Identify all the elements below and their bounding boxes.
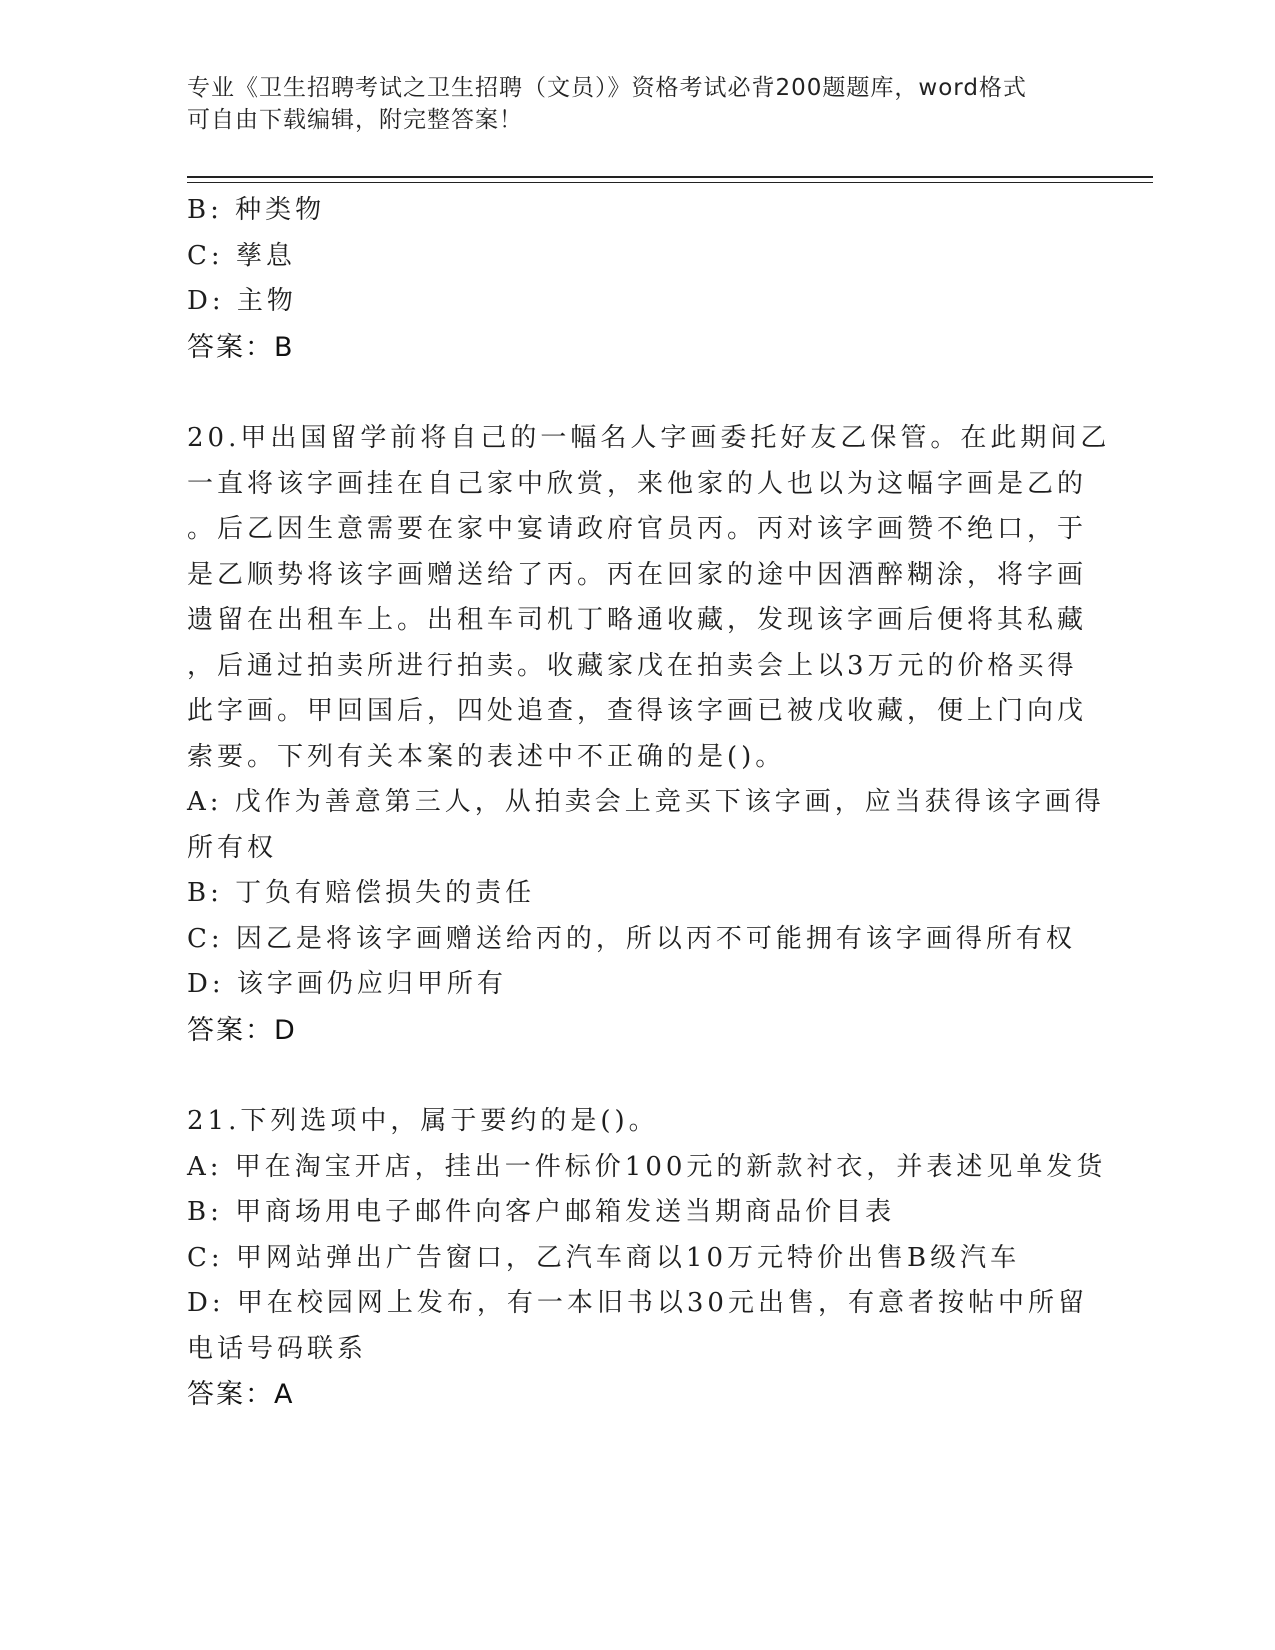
option-d: D: 主物: [187, 286, 297, 316]
option-b: B: 丁负有赔偿损失的责任: [187, 878, 536, 908]
question-20: [187, 416, 1111, 1053]
answer-line: 答案：A: [187, 1379, 295, 1410]
option-c: C: 孳息: [187, 240, 296, 271]
option-d: D: 该字画仍应归甲所有: [187, 969, 507, 999]
option-c: C: 因乙是将该字画赠送给丙的，所以丙不可能拥有该字画得所有权: [187, 923, 1076, 954]
option-b: B: 甲商场用电子邮件向客户邮箱发送当期商品价目表: [187, 1197, 896, 1227]
question-21: [187, 1099, 1107, 1418]
header-divider-thick: [187, 176, 1153, 178]
question-stem-line: 索要。下列有关本案的表述中不正确的是()。: [187, 741, 786, 772]
option-b: B: 种类物: [187, 195, 326, 225]
question-stem-line: 此字画。甲回国后，四处追查，查得该字画已被戊收藏，便上门向戊: [187, 696, 1088, 726]
option-a-continued: 所有权: [187, 832, 278, 863]
header-line-2: 可自由下载编辑，附完整答案！: [187, 107, 523, 133]
header-line-1: 专业《卫生招聘考试之卫生招聘（文员）》资格考试必背200题题库，word格式: [187, 75, 1027, 101]
spacer: [187, 1053, 1077, 1099]
question-stem-line: 是乙顺势将该字画赠送给了丙。丙在回家的途中因酒醉糊涂，将字画: [187, 559, 1088, 590]
question-stem-line: ，后通过拍卖所进行拍卖。收藏家戊在拍卖会上以3万元的价格买得: [187, 650, 1078, 681]
answer-line: 答案：D: [187, 1014, 297, 1046]
question-stem-line: 一直将该字画挂在自己家中欣赏，来他家的人也以为这幅字画是乙的: [187, 468, 1088, 499]
option-a: A: 甲在淘宝开店，挂出一件标价100元的新款衬衣，并表述见单发货: [187, 1151, 1107, 1182]
option-c: C: 甲网站弹出广告窗口，乙汽车商以10万元特价出售B级汽车: [187, 1242, 1021, 1273]
question-stem-line: 21.下列选项中，属于要约的是()。: [187, 1106, 659, 1136]
question-stem-line: 20.甲出国留学前将自己的一幅名人字画委托好友乙保管。在此期间乙: [187, 423, 1111, 453]
option-d-continued: 电话号码联系: [187, 1333, 368, 1364]
question-19-tail: [187, 188, 1077, 370]
document-body: [187, 188, 1111, 1418]
spacer: [187, 370, 1077, 416]
document-header: [187, 72, 1067, 136]
header-divider-thin: [187, 182, 1153, 183]
option-a: A: 戊作为善意第三人，从拍卖会上竞买下该字画，应当获得该字画得: [187, 787, 1105, 817]
question-stem-line: 。后乙因生意需要在家中宴请政府官员丙。丙对该字画赞不绝口，于: [187, 514, 1088, 544]
answer-line: 答案：B: [187, 331, 295, 363]
option-d: D: 甲在校园网上发布，有一本旧书以30元出售，有意者按帖中所留: [187, 1288, 1088, 1318]
question-stem-line: 遗留在出租车上。出租车司机丁略通收藏，发现该字画后便将其私藏: [187, 605, 1088, 635]
